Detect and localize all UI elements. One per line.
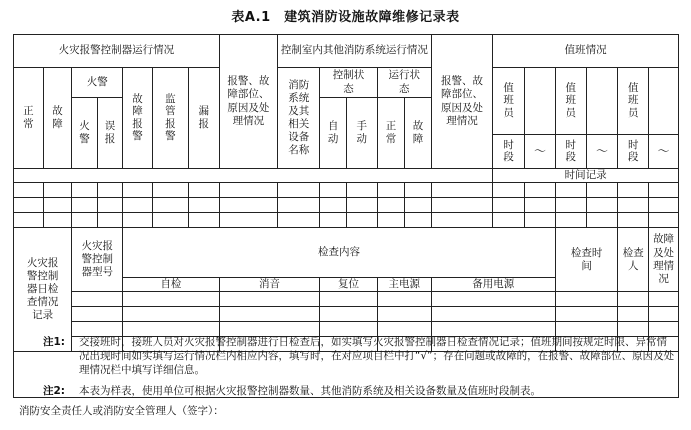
time-record-label: 时间记录 xyxy=(493,169,679,183)
time-record-spacer xyxy=(14,169,493,183)
normal-header: 正常 xyxy=(14,68,44,169)
duty-blank-2 xyxy=(586,68,618,135)
manual-header: 手动 xyxy=(346,98,377,169)
check-time-label: 检查时间 xyxy=(555,228,618,292)
auto-header: 自动 xyxy=(320,98,347,169)
control-state-header: 控制状态 xyxy=(320,68,377,98)
fire-alarm-header: 火警 xyxy=(72,68,123,98)
table-row xyxy=(14,213,679,228)
duty-person-2: 值班员 xyxy=(555,68,586,135)
tilde-1: ～ xyxy=(525,135,556,169)
report-handle-header: 报警、故障部位、原因及处理情况 xyxy=(219,35,277,169)
note-1-text: 交接班时，接班人员对火灾报警控制器进行日检查后，如实填写火灾报警控制器日检查情况记录；值班期间按规定时限、异常情况出现时间如实填写运行情况栏内相应内容，填写时，在对应项目栏中打“√”；存在问题或故障的，在报警、故障部位、原因及处理情况栏中填写详细信息。 xyxy=(79,336,675,376)
alarm-status-header: 火灾报警控制器运行情况 xyxy=(14,35,220,68)
duty-blank-3 xyxy=(649,68,679,135)
run-normal-header: 正常 xyxy=(377,98,405,169)
table-row xyxy=(14,198,679,213)
time-slot-3: 时段 xyxy=(618,135,649,169)
false-alarm-header: 误报 xyxy=(97,98,122,169)
table-row xyxy=(14,292,679,307)
time-slot-2: 时段 xyxy=(555,135,586,169)
note-2-text: 本表为样表，使用单位可根据火灾报警控制器数量、其他消防系统及相关设备数量及值班时段制表。 xyxy=(79,385,541,397)
time-slot-1: 时段 xyxy=(493,135,525,169)
table-row xyxy=(14,307,679,322)
check-item-self-test: 自检 xyxy=(123,278,220,292)
fault-header: 故障 xyxy=(43,68,72,169)
fault-handle-label: 故障及处理情况 xyxy=(649,228,679,292)
run-state-header: 运行状态 xyxy=(377,68,431,98)
maintenance-record-table xyxy=(13,34,679,352)
duty-blank-1 xyxy=(525,68,556,135)
fire-alarm-sub-header: 火警 xyxy=(72,98,97,169)
check-item-silence: 消音 xyxy=(219,278,320,292)
check-item-main-power: 主电源 xyxy=(377,278,431,292)
check-item-reset: 复位 xyxy=(320,278,377,292)
checker-label: 检查人 xyxy=(618,228,649,292)
duty-person-3: 值班员 xyxy=(618,68,649,135)
note-2-label: 注2: xyxy=(43,385,66,397)
table-row xyxy=(14,183,679,198)
supervise-alarm-header: 监管报警 xyxy=(152,68,188,169)
duty-person-1: 值班员 xyxy=(493,68,525,135)
missed-alarm-header: 漏报 xyxy=(188,68,219,169)
model-label: 火灾报警控制器型号 xyxy=(72,228,123,292)
fault-alarm-header: 故障报警 xyxy=(123,68,153,169)
note-1-label: 注1: xyxy=(43,336,66,348)
check-content-label: 检查内容 xyxy=(123,228,556,278)
other-systems-header: 控制室内其他消防系统运行情况 xyxy=(278,35,432,68)
run-fault-header: 故障 xyxy=(405,98,432,169)
system-name-header: 消防系统及其相关设备名称 xyxy=(278,68,320,169)
report-handle-header-2: 报警、故障部位、原因及处理情况 xyxy=(431,35,493,169)
check-item-backup-power: 备用电源 xyxy=(431,278,555,292)
daily-check-label: 火灾报警控制器日检查情况记录 xyxy=(14,228,72,352)
tilde-3: ～ xyxy=(649,135,679,169)
duty-header: 值班情况 xyxy=(493,35,679,68)
form-title: 表A.1 建筑消防设施故障维修记录表 xyxy=(231,10,460,25)
signature-line: 消防安全责任人或消防安全管理人（签字）： xyxy=(19,405,224,417)
tilde-2: ～ xyxy=(586,135,618,169)
